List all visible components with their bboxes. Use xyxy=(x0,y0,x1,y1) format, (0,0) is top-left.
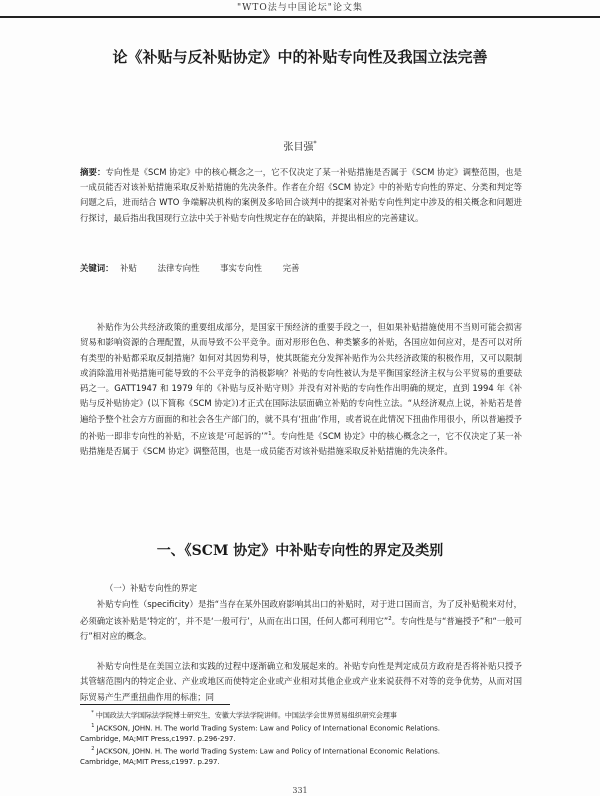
keyword: 完善 xyxy=(282,263,300,273)
keyword: 事实专向性 xyxy=(220,263,263,273)
footnote-mark: 1 xyxy=(91,722,95,729)
intro-text-cont: 。专向性是《SCM 协定》中的核心概念之一，它不仅决定了某一补贴措施是否属于《SCM 协定》调整范围，也是一成员能否对该补贴措施采取反补贴措施的先决条件。 xyxy=(80,430,522,457)
abstract-text: 专向性是《SCM 协定》中的核心概念之一，它不仅决定了某一补贴措施是否属于《SCM 协定》调整范围，也是一成员能否对该补贴措施采取反补贴措施的先决条件。作者在介绍《SCM 协定》中的补贴专向性的界定、分类和判定等问题之后，进而结合 WTO 争端解决机构的案例及多哈回合谈判中的提案对补贴专向性判定中涉及的相关概念和问题进行探讨，最后指出我国现行立法中关于补贴专向性规定存在的缺陷，并提出相应的完善建议。 xyxy=(80,167,523,223)
footnote-continuation: Cambridge, MA;MIT Press,c1997. p.296-297. xyxy=(80,734,236,743)
intro-text: 补贴作为公共经济政策的重要组成部分，是国家干预经济的重要手段之一，但如果补贴措施使用不当则可能会损害贸易和影响资源的合理配置，从而导致不公平竞争。面对形形色色、种类繁多的补贴，各国应如何应对，是否可以对所有类型的补贴都采取反制措施？如何对其因势利导，使其既能充分发挥补贴作为公共经济政策的积极作用，又可以限制或消除滥用补贴措施可能导致的不公平竞争的消极影响？补贴的专向性被认为是平衡国家经济主权与公平贸易的重要砝码之一。GATT1947 和 1979 年的《补贴与反补贴守则》并没有对补贴的专向性作出明确的规定，直到 1994 年《补贴与反补贴协定》(以下简称《SCM 协定》)才正式在国际法层面确立补贴的专向性立法。“从经济观点上说，补贴若是普遍给予整个社会方方面面的和社会各生产部门的，就不具有‘扭曲’作用，或者说在此情况下扭曲作用很小，所以普遍授予的补贴一即非专向性的补贴，不应该是‘可起诉的’” xyxy=(80,322,522,441)
paper-title: 论《补贴与反补贴协定》中的补贴专向性及我国立法完善 xyxy=(112,48,488,66)
keyword: 法律专向性 xyxy=(157,263,200,273)
abstract xyxy=(80,165,522,226)
keywords xyxy=(80,262,522,274)
body-text-cont: 。专向性是与“普遍授予”和“一般可行”相对应的概念。 xyxy=(80,616,522,642)
footnote-mark: * xyxy=(91,710,94,716)
footnote-text: 中国政法大学国际法学院博士研究生，安徽大学法学院讲师。中国法学会世界贸易组织研究会理事 xyxy=(95,711,397,720)
footnote xyxy=(80,721,530,734)
page-number: 331 xyxy=(292,786,308,795)
footnote-ref: 1 xyxy=(268,431,272,438)
running-header: "WTO法与中国论坛"论文集 xyxy=(0,0,600,18)
footnote-mark: 2 xyxy=(91,746,95,753)
footnote xyxy=(80,744,530,757)
body-paragraph xyxy=(80,597,522,645)
footnote-continuation: Cambridge, MA;MIT Press,c1997. p.297. xyxy=(80,758,220,767)
author-name: 张目强 xyxy=(283,142,314,153)
author-footnote-mark: * xyxy=(313,140,317,148)
abstract-label: 摘要： xyxy=(80,167,106,177)
footnotes xyxy=(80,708,530,768)
footnote-text: JACKSON, JOHN. H. The world Trading System: Law and Policy of International Economic Relations. xyxy=(96,747,441,756)
footnote-text: JACKSON, JOHN. H. The world Trading System: Law and Policy of International Economic Relations. xyxy=(96,724,441,733)
subsection-heading: （一）补贴专向性的界定 xyxy=(105,583,198,593)
author-line xyxy=(0,138,600,153)
intro-paragraph xyxy=(80,320,522,459)
keywords-label: 关键词： xyxy=(80,263,114,273)
body-paragraph: 补贴专向性是在美国立法和实践的过程中逐渐确立和发展起来的。补贴专向性是判定成员方政府是否将补贴只授予其管辖范围内的特定企业、产业或地区而使特定企业或产业相对其他企业或产业来说获得不对等的竞争优势，从而对国际贸易产生严重扭曲作用的标准；同 xyxy=(80,661,522,702)
body-text: 补贴专向性（specificity）是指“当存在某外国政府影响其出口的补贴时，对于进口国而言，为了反补贴税来对付，必须确定该补贴是‘特定的’，并不是‘一般可行’，从而在出口国，任何人都可利用它” xyxy=(80,599,522,627)
footnote xyxy=(80,708,530,721)
section-heading: 一、《SCM 协定》中补贴专向性的界定及类别 xyxy=(156,543,444,559)
footnote-divider xyxy=(80,704,230,705)
footnote-ref: 2 xyxy=(388,616,392,623)
keyword: 补贴 xyxy=(120,263,137,273)
